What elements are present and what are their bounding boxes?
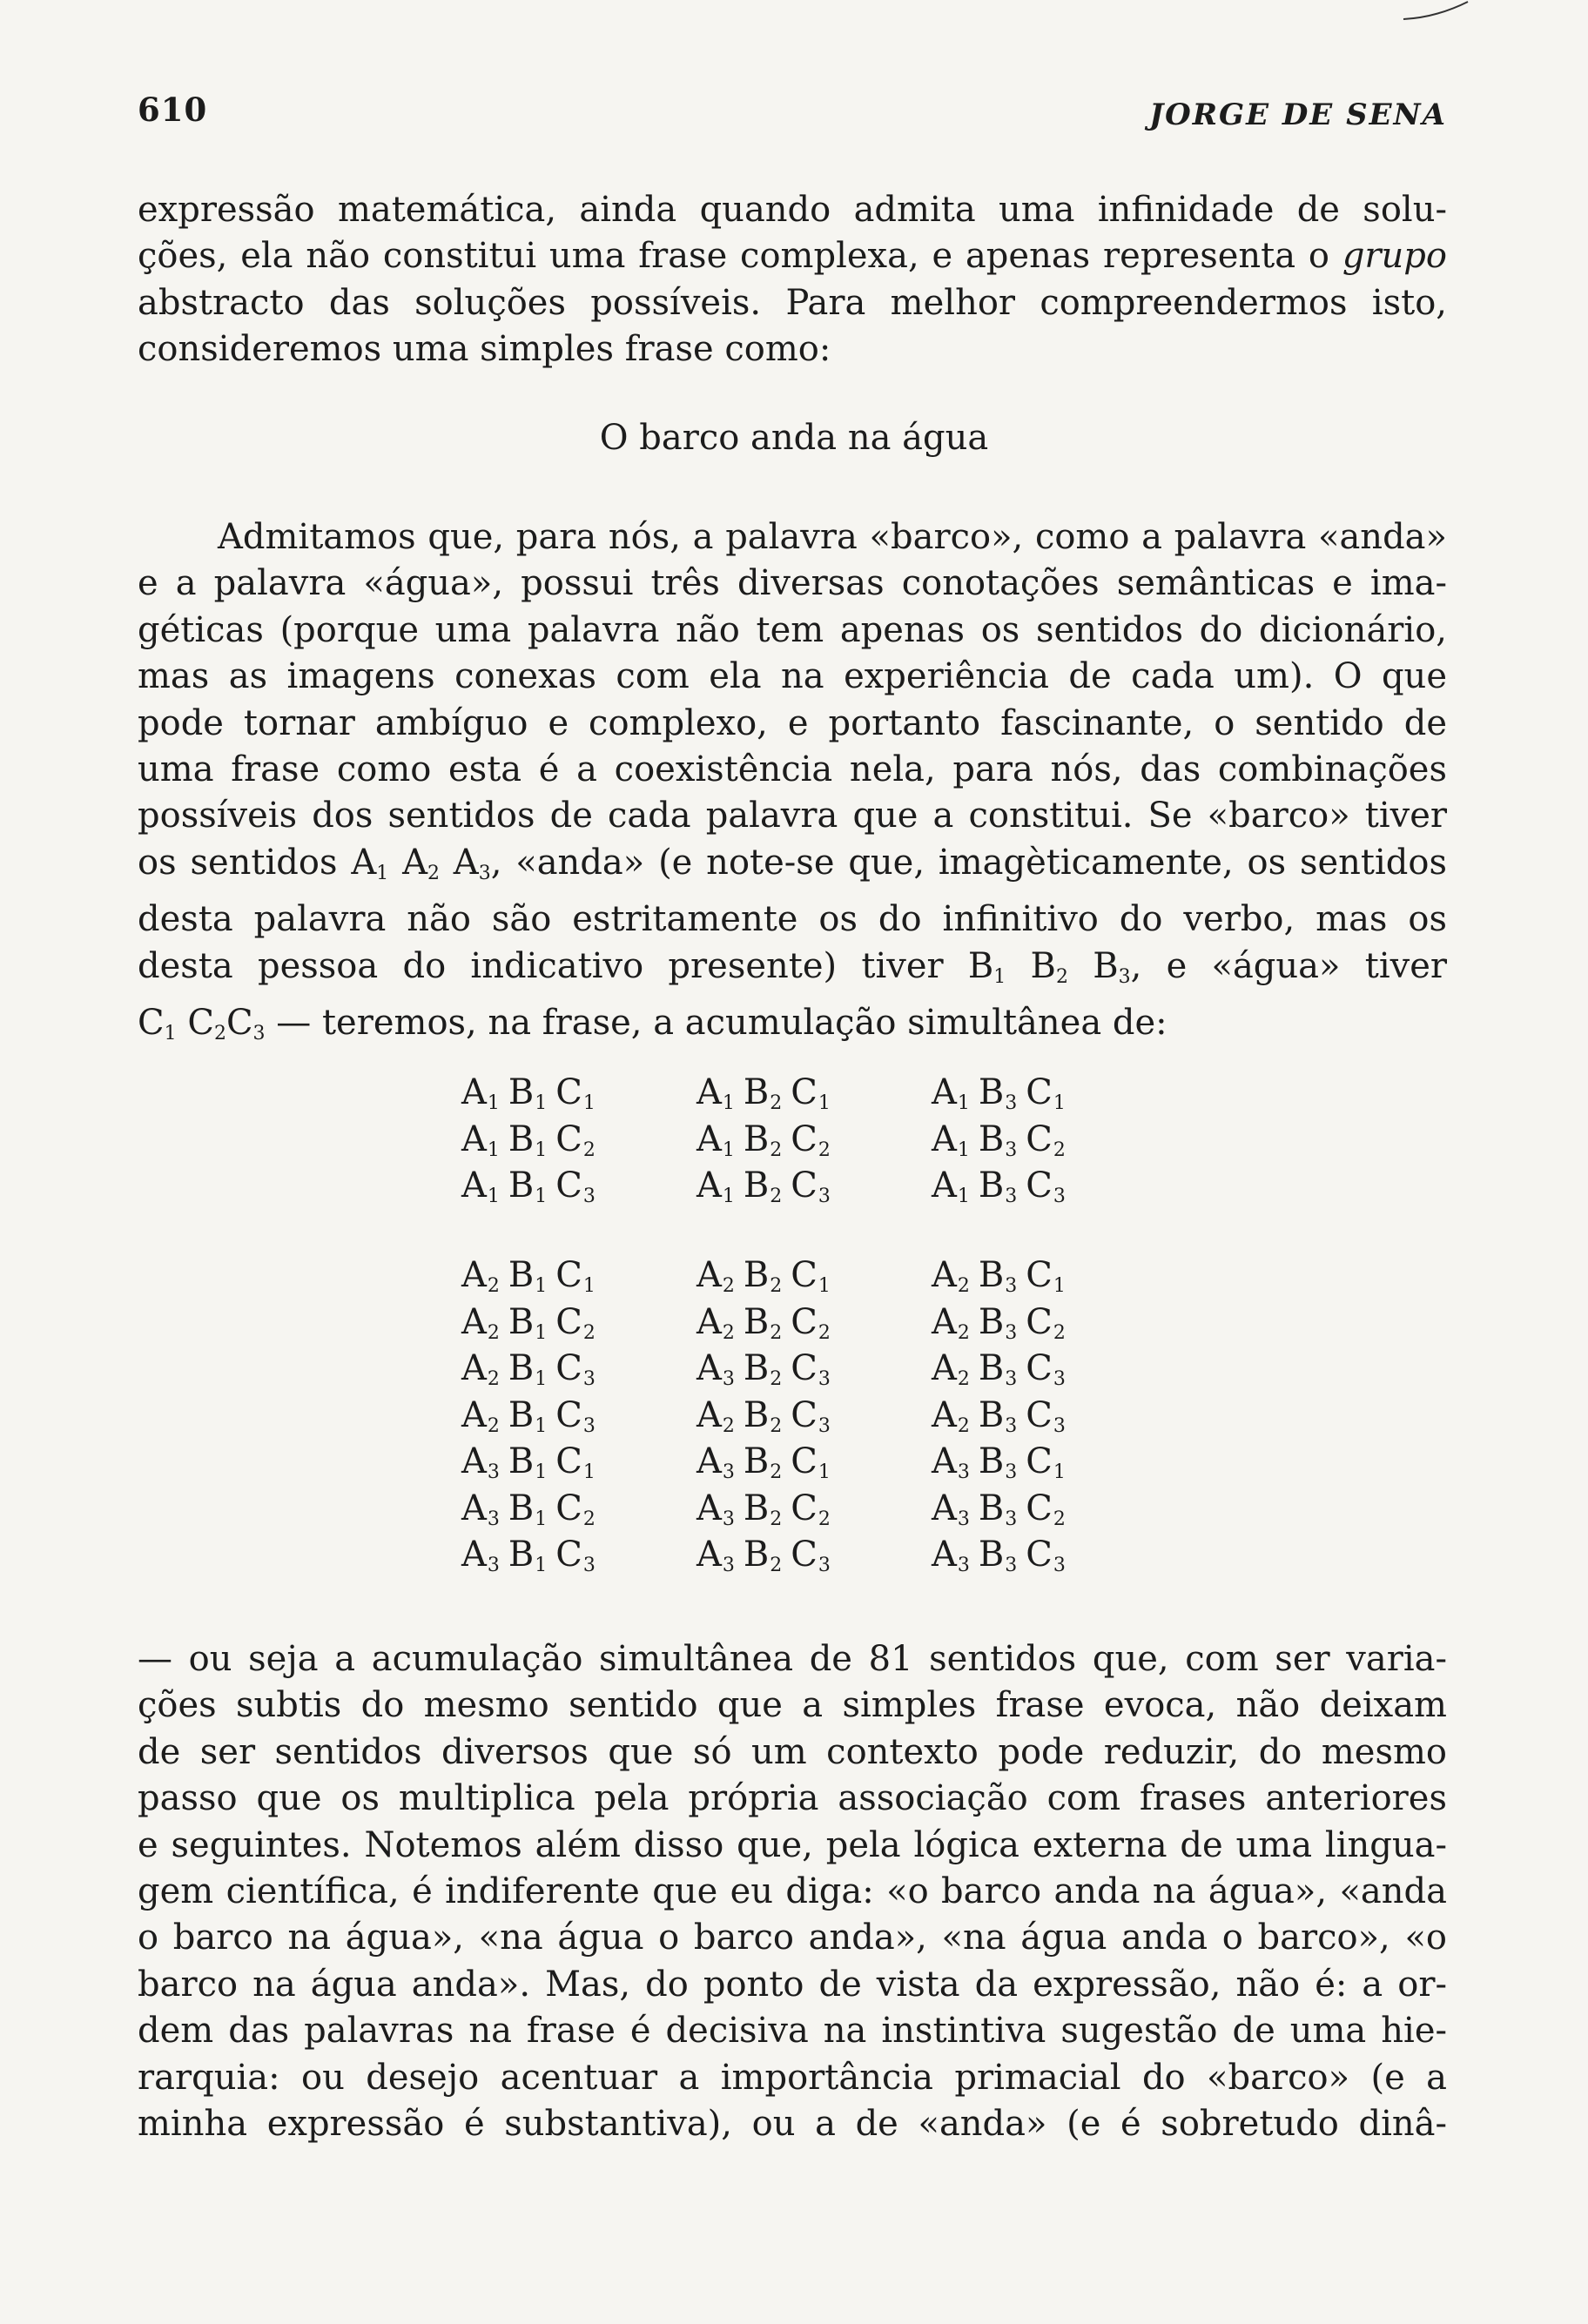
combination-cell	[932, 1395, 1141, 1437]
sense-symbol: $C_3$	[791, 1535, 831, 1576]
text-line: consideremos uma simples frase como:	[138, 329, 831, 370]
combination-cell	[932, 1348, 1141, 1390]
combination-cell	[461, 1535, 670, 1576]
combination-cell	[932, 1441, 1141, 1483]
sense-symbol: $C_2$	[555, 1301, 596, 1344]
sense-symbol: $C_3$	[791, 1348, 831, 1390]
paragraph-1	[138, 187, 1447, 373]
sense-symbol: $B_2$	[743, 1441, 783, 1483]
sense-symbol: $C_3$	[791, 1394, 831, 1437]
sense-symbol: $A_1$	[696, 1165, 735, 1207]
combination-cell	[696, 1072, 905, 1114]
sense-symbol: $A_2$	[932, 1301, 970, 1344]
sense-symbol: $B_1$	[508, 1118, 548, 1161]
sense-symbol: $C_1$	[555, 1441, 596, 1483]
sense-symbol: $C_3$	[1026, 1394, 1066, 1437]
sense-symbol: $B_1$	[508, 1535, 548, 1576]
combination-cell	[932, 1488, 1141, 1530]
combination-cell	[461, 1302, 670, 1344]
combination-cell	[932, 1072, 1141, 1114]
sense-symbol: $B_3$	[978, 1348, 1018, 1390]
sense-symbol: $B_2$	[743, 1488, 783, 1530]
text-line: Admitamos que, para nós, a palavra «barco», como a palavra «anda»	[218, 517, 1447, 557]
combination-cell	[696, 1395, 905, 1437]
combination-cell	[696, 1535, 905, 1576]
text-line: ções, ela não constitui uma frase complexa, e apenas representa o grupo	[138, 236, 1447, 277]
text-line: dem das palavras na frase é decisiva na instintiva sugestão de uma hie-	[138, 2011, 1447, 2052]
sense-symbol: $B_1$	[508, 1301, 548, 1344]
sense-symbol: $A_1$	[461, 1118, 500, 1161]
sense-symbol: $B_2$	[743, 1535, 783, 1576]
sense-symbol: $C_2$	[791, 1301, 831, 1344]
sense-symbol: $A_3$	[461, 1441, 500, 1483]
text-line: $C_1$ $C_2C_3$ — teremos, na frase, a acumulação simultânea de:	[138, 1003, 1167, 1045]
combination-cell	[696, 1441, 905, 1483]
sense-symbol: $B_2$	[743, 1255, 783, 1297]
sense-symbol: $C_2$	[1026, 1118, 1066, 1161]
sense-symbol: $A_2$	[461, 1301, 500, 1344]
text-line: pode tornar ambíguo e complexo, e portanto fascinante, o sentido de	[138, 702, 1447, 743]
combination-cell	[461, 1255, 670, 1297]
sense-symbol: $A_2$	[461, 1394, 500, 1437]
combination-cell	[461, 1165, 670, 1207]
sense-symbol: $B_2$	[743, 1348, 783, 1390]
text-line: gem científica, é indiferente que eu diga: «o barco anda na água», «anda	[138, 1871, 1447, 1912]
sense-symbol: $A_2$	[932, 1255, 970, 1297]
paragraph-3	[138, 1636, 1447, 2147]
sense-symbol: $B_1$	[508, 1394, 548, 1437]
text-line: abstracto das soluções possíveis. Para melhor compreendermos isto,	[138, 282, 1447, 323]
sense-symbol: $C_1$	[555, 1255, 596, 1297]
text-line: passo que os multiplica pela própria associação com frases anteriores	[138, 1778, 1447, 1819]
sense-symbol: $A_1$	[932, 1118, 970, 1161]
sense-symbol: $B_1$	[508, 1441, 548, 1483]
combination-cell	[696, 1165, 905, 1207]
sense-symbol: $B_3$	[978, 1301, 1018, 1344]
text-line: barco na água anda». Mas, do ponto de vista da expressão, não é: a or-	[138, 1964, 1447, 2005]
sense-symbol: $B_3$	[978, 1255, 1018, 1297]
sense-symbol: $B_1$	[508, 1165, 548, 1207]
text-line: rarquia: ou desejo acentuar a importância primacial do «barco» (e a	[138, 2057, 1447, 2098]
example-sentence: O barco anda na água	[599, 418, 989, 458]
sense-symbol: $C_2$	[555, 1488, 596, 1530]
sense-symbol: $C_1$	[555, 1072, 596, 1114]
text-line: expressão matemática, ainda quando admita uma infinidade de solu-	[138, 190, 1447, 230]
sense-symbol: $B_3$	[978, 1072, 1018, 1114]
sense-symbol: $A_2$	[932, 1348, 970, 1390]
sense-symbol: $B_3$	[978, 1165, 1018, 1207]
sense-symbol: $A_3$	[461, 1535, 500, 1576]
combination-cell	[461, 1072, 670, 1114]
sense-symbol: $C_2$	[791, 1488, 831, 1530]
sense-symbol: $C_3$	[555, 1165, 596, 1207]
text-line: possíveis dos sentidos de cada palavra que a constitui. Se «barco» tiver	[138, 796, 1447, 836]
sense-symbol: $A_1$	[932, 1165, 970, 1207]
sense-symbol: $A_3$	[461, 1488, 500, 1530]
sense-symbol: $B_2$	[743, 1118, 783, 1161]
sense-symbol: $A_3$	[932, 1488, 970, 1530]
sense-symbol: $A_3$	[932, 1441, 970, 1483]
combination-cell	[461, 1395, 670, 1437]
sense-symbol: $A_1$	[696, 1118, 735, 1161]
sense-symbol: $C_3$	[1026, 1165, 1066, 1207]
sense-symbol: $C_1$	[791, 1072, 831, 1114]
sense-symbol: $C_1$	[1026, 1072, 1066, 1114]
sense-symbol: $B_1$	[508, 1488, 548, 1530]
text-line: e a palavra «água», possui três diversas conotações semânticas e ima-	[138, 563, 1447, 604]
italic-word: grupo	[1342, 236, 1447, 277]
sense-symbol: $B_2$	[743, 1301, 783, 1344]
combination-cell	[696, 1255, 905, 1297]
sense-symbol: $C_3$	[555, 1535, 596, 1576]
text-line: minha expressão é substantiva), ou a de «anda» (e é sobretudo dinâ-	[138, 2104, 1447, 2145]
combination-cell	[696, 1488, 905, 1530]
sense-symbol: $C_1$	[791, 1441, 831, 1483]
sense-symbol: $C_2$	[1026, 1488, 1066, 1530]
running-head: JORGE DE SENA	[1149, 97, 1447, 132]
sense-symbol: $B_3$	[978, 1394, 1018, 1437]
sense-symbol: $A_1$	[461, 1072, 500, 1114]
pencil-mark	[1402, 0, 1471, 26]
combination-cell	[932, 1302, 1141, 1344]
text-line: desta palavra não são estritamente os do infinitivo do verbo, mas os	[138, 899, 1447, 940]
sense-symbol: $B_3$	[978, 1441, 1018, 1483]
text-line: ções subtis do mesmo sentido que a simples frase evoca, não deixam	[138, 1685, 1447, 1726]
sense-symbol: $A_3$	[932, 1535, 970, 1576]
sense-symbol: $C_2$	[791, 1118, 831, 1161]
text-line: e seguintes. Notemos além disso que, pela lógica externa de uma lingua-	[138, 1824, 1447, 1865]
sense-symbol: $A_2$	[696, 1301, 735, 1344]
text-line: mas as imagens conexas com ela na experiência de cada um). O que	[138, 656, 1447, 697]
sense-symbol: $C_2$	[555, 1118, 596, 1161]
sense-symbol: $C_1$	[1026, 1255, 1066, 1297]
text-line: — ou seja a acumulação simultânea de 81 sentidos que, com ser varia-	[138, 1639, 1447, 1679]
text-line: desta pessoa do indicativo presente) tiver $B_1$ $B_2$ $B_3$, e «água» tiver	[138, 945, 1448, 988]
sense-symbol: $B_1$	[508, 1348, 548, 1390]
sense-symbol: $B_2$	[743, 1072, 783, 1114]
text-line: uma frase como esta é a coexistência nela, para nós, das combinações	[138, 749, 1447, 790]
sense-symbol: $A_2$	[461, 1348, 500, 1390]
text-line: géticas (porque uma palavra não tem apenas os sentidos do dicionário,	[138, 609, 1447, 650]
sense-symbol: $B_3$	[978, 1535, 1018, 1576]
sense-symbol: $A_3$	[696, 1488, 735, 1530]
sense-symbol: $A_1$	[932, 1072, 970, 1114]
sense-symbol: $B_1$	[508, 1072, 548, 1114]
combination-cell	[461, 1488, 670, 1530]
sense-symbol: $A_2$	[461, 1255, 500, 1297]
combination-cell	[461, 1441, 670, 1483]
text-line: os sentidos $A_1$ $A_2$ $A_3$, «anda» (e note-se que, imagèticamente, os sentidos	[138, 842, 1448, 884]
sense-symbol: $C_3$	[791, 1165, 831, 1207]
sense-symbol: $C_3$	[1026, 1348, 1066, 1390]
combination-cell	[696, 1302, 905, 1344]
sense-symbol: $A_2$	[696, 1255, 735, 1297]
page-number: 610	[138, 91, 208, 129]
combination-cell	[461, 1348, 670, 1390]
sense-symbol: $B_3$	[978, 1118, 1018, 1161]
combination-cell	[932, 1255, 1141, 1297]
combination-cell	[696, 1348, 905, 1390]
text-line: de ser sentidos diversos que só um contexto pode reduzir, do mesmo	[138, 1731, 1447, 1772]
sense-symbol: $C_1$	[1026, 1441, 1066, 1483]
combination-cell	[696, 1119, 905, 1161]
combination-cell	[932, 1165, 1141, 1207]
sense-symbol: $A_1$	[461, 1165, 500, 1207]
sense-symbol: $B_2$	[743, 1394, 783, 1437]
sense-symbol: $B_3$	[978, 1488, 1018, 1530]
combination-cell	[461, 1119, 670, 1161]
paragraph-2	[138, 514, 1447, 1057]
sense-symbol: $A_2$	[696, 1394, 735, 1437]
sense-symbol: $A_3$	[696, 1535, 735, 1576]
text-line: o barco na água», «na água o barco anda», «na água anda o barco», «o	[138, 1918, 1447, 1958]
sense-symbol: $A_3$	[696, 1348, 735, 1390]
sense-symbol: $C_1$	[791, 1255, 831, 1297]
sense-symbol: $B_2$	[743, 1165, 783, 1207]
combination-cell	[932, 1535, 1141, 1576]
sense-symbol: $A_2$	[932, 1394, 970, 1437]
sense-symbol: $C_2$	[1026, 1301, 1066, 1344]
sense-symbol: $C_3$	[555, 1394, 596, 1437]
sense-symbol: $B_1$	[508, 1255, 548, 1297]
sense-symbol: $A_1$	[696, 1072, 735, 1114]
sense-symbol: $C_3$	[1026, 1535, 1066, 1576]
combination-cell	[932, 1119, 1141, 1161]
sense-symbol: $A_3$	[696, 1441, 735, 1483]
sense-symbol: $C_3$	[555, 1348, 596, 1390]
